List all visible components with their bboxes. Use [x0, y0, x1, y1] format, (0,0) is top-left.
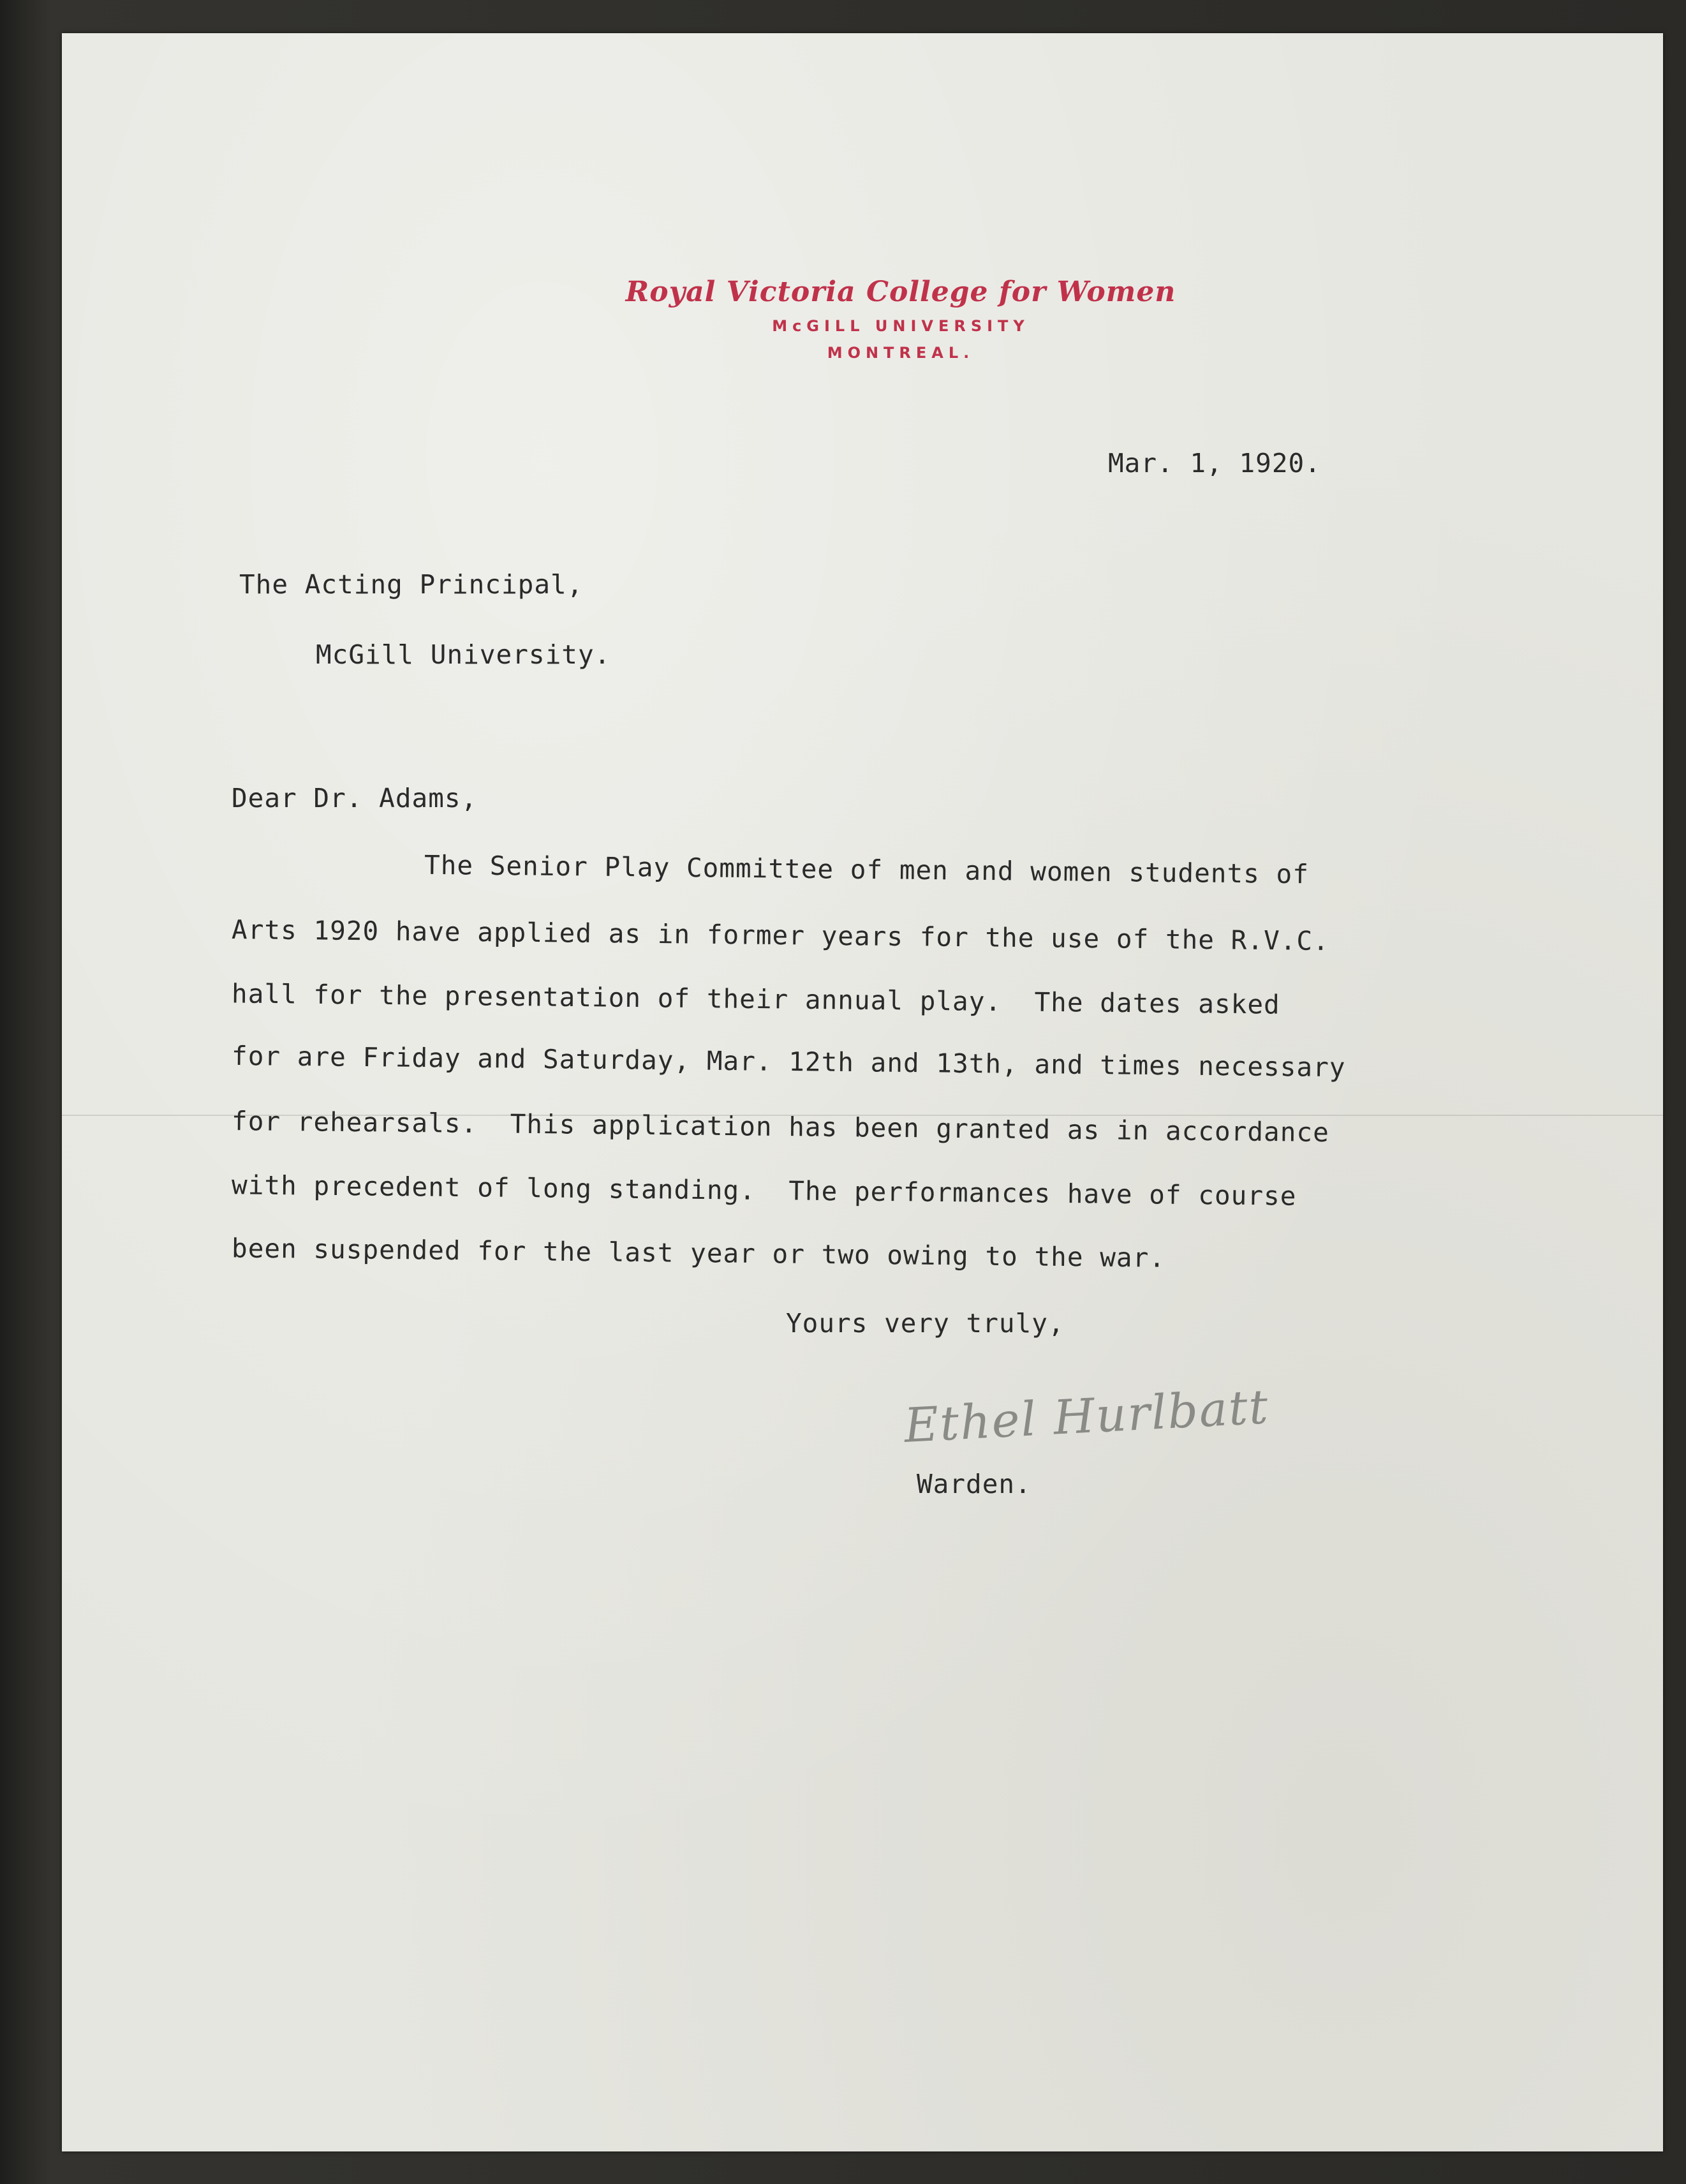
handwritten-signature: Ethel Hurlbatt: [903, 1379, 1271, 1453]
body-line: been suspended for the last year or two owing to the war.: [231, 1233, 1166, 1274]
letter-page: [62, 33, 1663, 2151]
body-line: Arts 1920 have applied as in former years for the use of the R.V.C.: [231, 914, 1330, 957]
recipient-line-2: McGill University.: [316, 639, 611, 670]
salutation: Dear Dr. Adams,: [232, 783, 478, 813]
body-line: for are Friday and Saturday, Mar. 12th and 13th, and times necessary: [231, 1040, 1346, 1083]
closing: Yours very truly,: [786, 1308, 1065, 1339]
letterhead-city: MONTREAL.: [827, 344, 975, 362]
body-line: for rehearsals. This application has been granted as in accordance: [231, 1105, 1330, 1148]
recipient-line-1: The Acting Principal,: [239, 569, 584, 600]
body-line: The Senior Play Committee of men and women students of: [424, 849, 1310, 890]
letterhead: [62, 276, 1663, 362]
letter-date: Mar. 1, 1920.: [1108, 448, 1321, 479]
signer-title: Warden.: [917, 1469, 1032, 1499]
body-line: hall for the presentation of their annual play. The dates asked: [231, 978, 1280, 1020]
body-line: with precedent of long standing. The performances have of course: [231, 1170, 1297, 1212]
letterhead-college: Royal Victoria College for Women: [625, 276, 1176, 308]
letterhead-university: McGILL UNIVERSITY: [772, 317, 1030, 335]
